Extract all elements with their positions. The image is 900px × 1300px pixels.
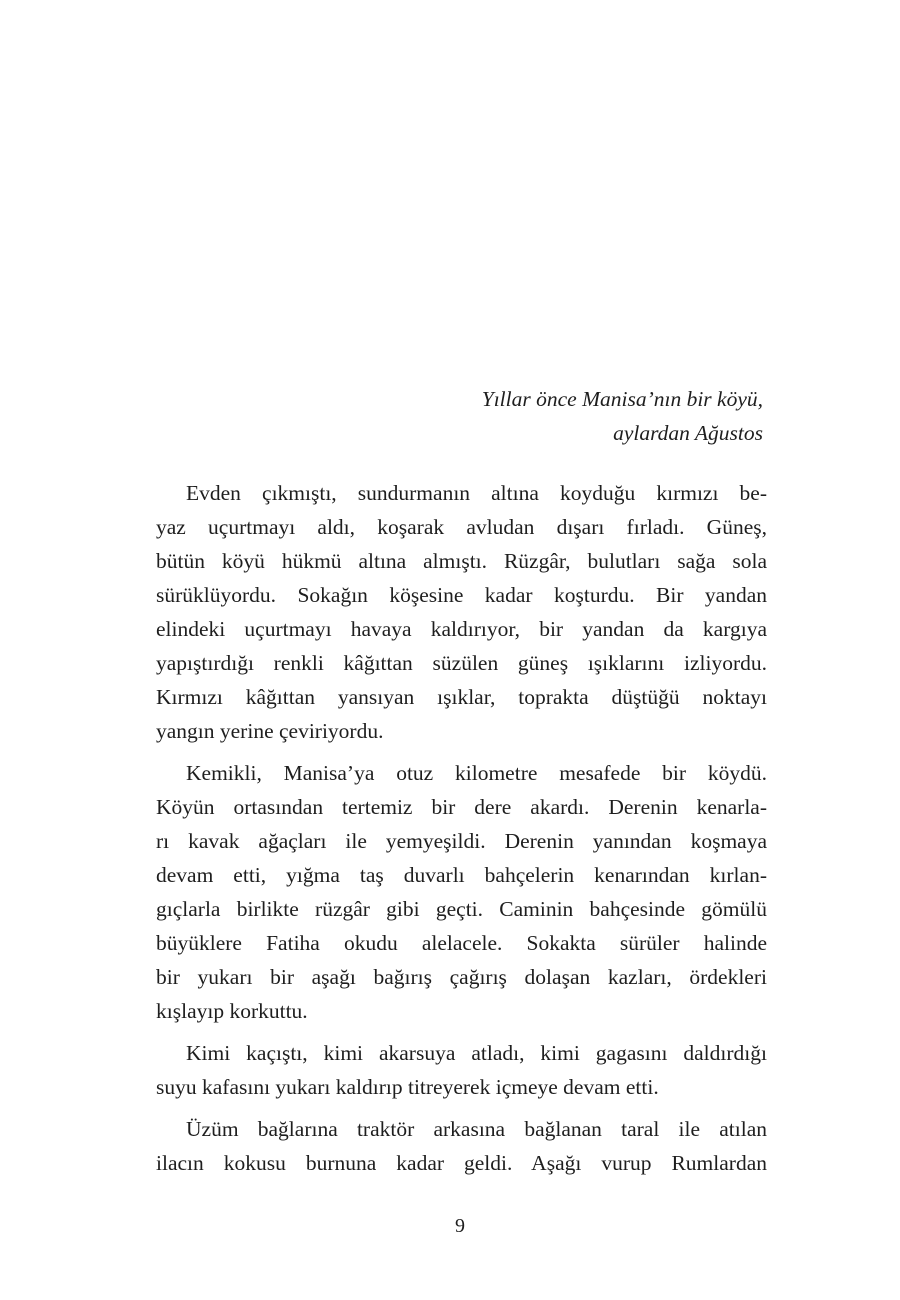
- text-line: devam etti, yığma taş duvarlı bahçelerin kenarından kırlan-: [156, 863, 767, 887]
- paragraph: [156, 1112, 767, 1180]
- page-number: 9: [455, 1215, 465, 1237]
- epigraph-line: aylardan Ağustos: [613, 421, 763, 445]
- text-line: bir yukarı bir aşağı bağırış çağırış dolaşan kazları, ördekleri: [156, 965, 767, 989]
- text-line: bütün köyü hükmü altına almıştı. Rüzgâr, bulutları sağa sola: [156, 549, 767, 573]
- text-line: sürüklüyordu. Sokağın köşesine kadar koşturdu. Bir yandan: [156, 583, 767, 607]
- body-text: [156, 476, 767, 1188]
- text-line: büyüklere Fatiha okudu alelacele. Sokakta sürüler halinde: [156, 931, 767, 955]
- text-line: Köyün ortasından tertemiz bir dere akardı. Derenin kenarla-: [156, 795, 767, 819]
- text-line: gıçlarla birlikte rüzgâr gibi geçti. Caminin bahçesinde gömülü: [156, 897, 767, 921]
- text-line: Evden çıkmıştı, sundurmanın altına koyduğu kırmızı be-: [186, 481, 767, 505]
- text-line: Kırmızı kâğıttan yansıyan ışıklar, toprakta düştüğü noktayı: [156, 685, 767, 709]
- epigraph: [482, 382, 763, 450]
- text-line: ilacın kokusu burnuna kadar geldi. Aşağı vurup Rumlardan: [156, 1151, 767, 1175]
- paragraph: [156, 1036, 767, 1104]
- text-line: yangın yerine çeviriyordu.: [156, 719, 384, 743]
- paragraph: [156, 476, 767, 748]
- text-line: yapıştırdığı renkli kâğıttan süzülen güneş ışıklarını izliyordu.: [156, 651, 767, 675]
- text-line: kışlayıp korkuttu.: [156, 999, 308, 1023]
- epigraph-line: Yıllar önce Manisa’nın bir köyü,: [481, 387, 763, 411]
- text-line: rı kavak ağaçları ile yemyeşildi. Derenin yanından koşmaya: [156, 829, 767, 853]
- text-line: Kemikli, Manisa’ya otuz kilometre mesafede bir köydü.: [186, 761, 767, 785]
- text-line: Kimi kaçıştı, kimi akarsuya atladı, kimi gagasını daldırdığı: [186, 1041, 767, 1065]
- paragraph: [156, 756, 767, 1028]
- text-line: suyu kafasını yukarı kaldırıp titreyerek içmeye devam etti.: [156, 1075, 659, 1099]
- text-line: elindeki uçurtmayı havaya kaldırıyor, bir yandan da kargıya: [156, 617, 767, 641]
- text-line: yaz uçurtmayı aldı, koşarak avludan dışarı fırladı. Güneş,: [156, 515, 767, 539]
- text-line: Üzüm bağlarına traktör arkasına bağlanan taral ile atılan: [186, 1117, 767, 1141]
